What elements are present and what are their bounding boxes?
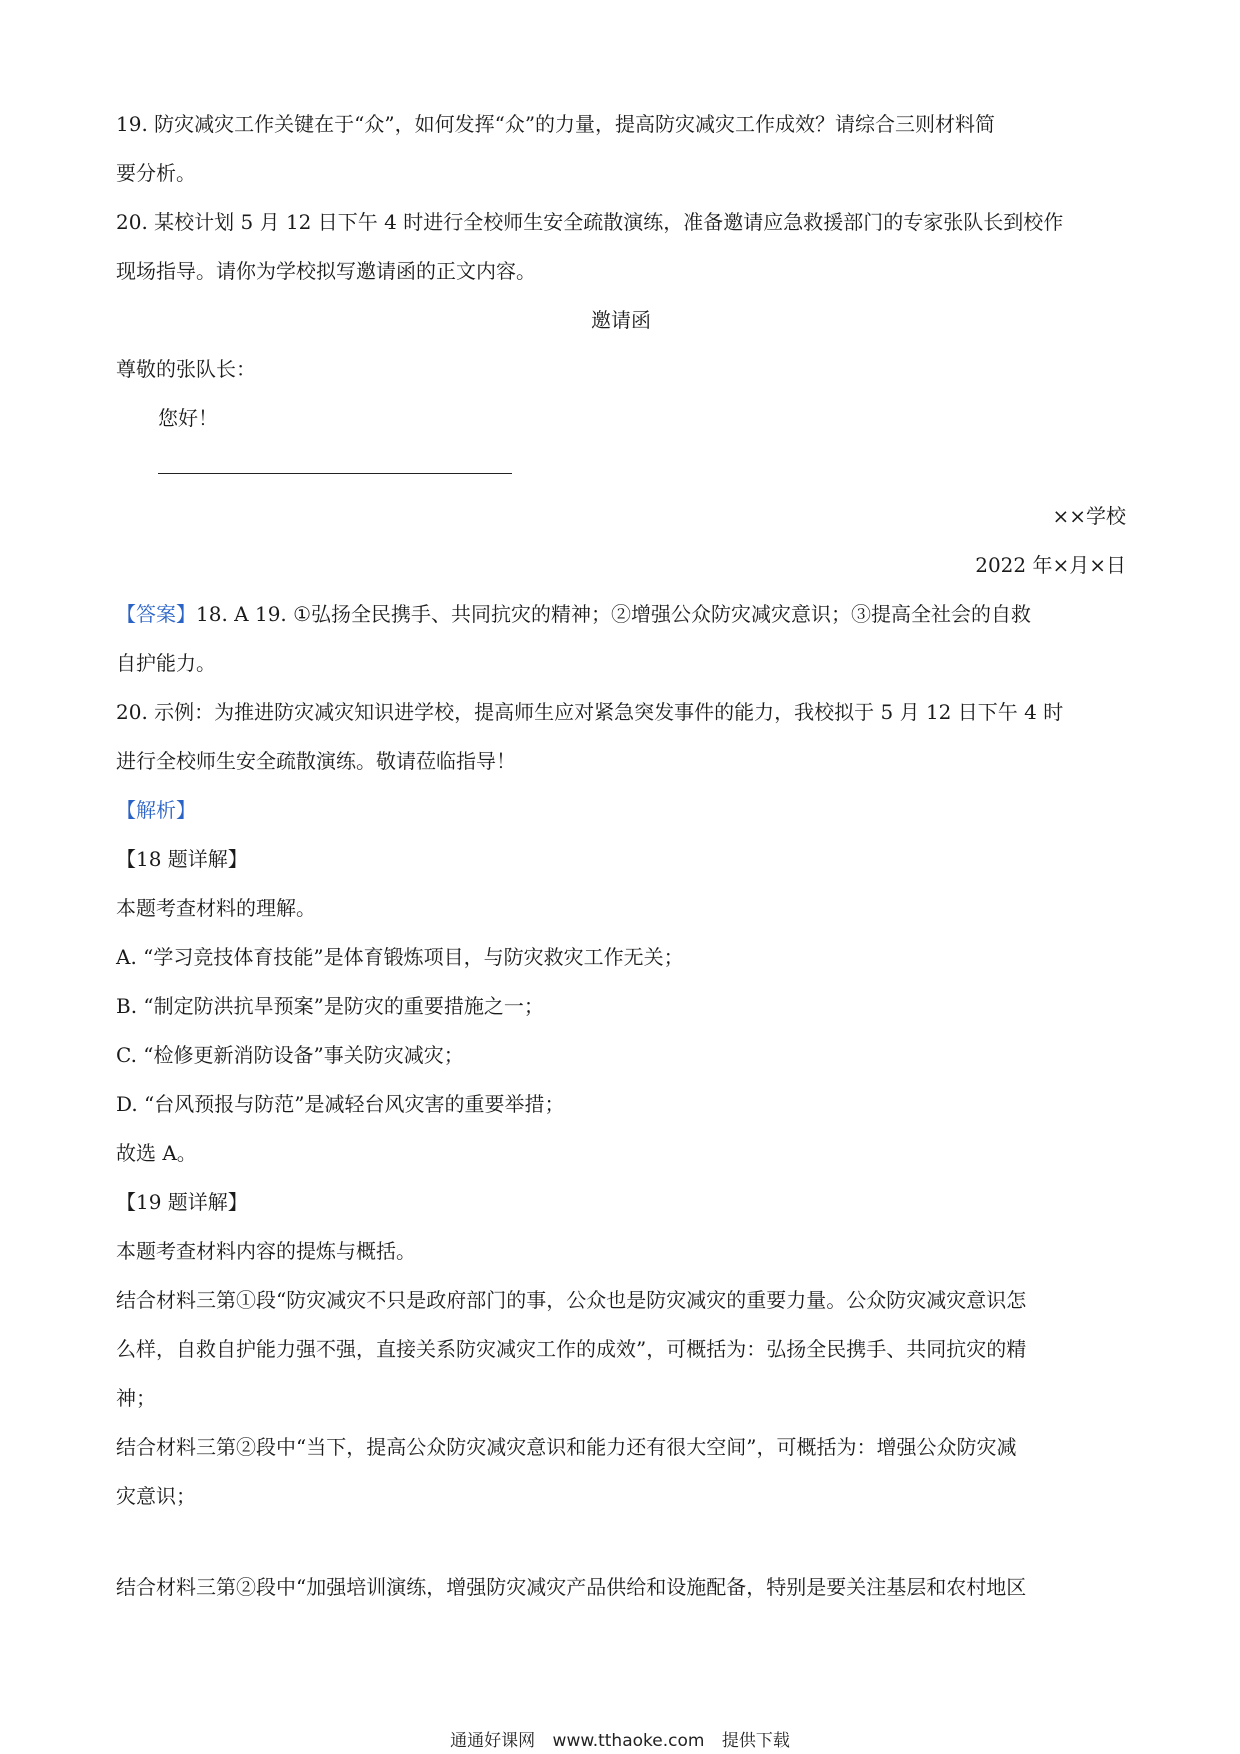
footer-site-name: 通通好课网 — [450, 1731, 536, 1751]
question-19-line-1: 19. 防灾减灾工作关键在于“众”，如何发挥“众”的力量，提高防灾减灾工作成效？请综合三则材料简 — [116, 112, 996, 136]
answer-line-3: 20. 示例：为推进防灾减灾知识进学校，提高师生应对紧急突发事件的能力，我校拟于 5 月 12 日下午 4 时 — [116, 700, 1064, 724]
q18-conclusion: 故选 A。 — [116, 1141, 197, 1165]
answer-line-4: 进行全校师生安全疏散演练。敬请莅临指导！ — [116, 749, 516, 773]
q19-detail-heading: 【19 题详解】 — [116, 1190, 248, 1214]
underline-rule — [158, 473, 512, 474]
document-body — [116, 100, 1126, 1612]
answer-tag: 【答案】 — [116, 602, 196, 626]
question-19-line-2: 要分析。 — [116, 161, 196, 185]
q19-para-1-line-1: 结合材料三第①段“防灾减灾不只是政府部门的事，公众也是防灾减灾的重要力量。公众防灾减灾意识怎 — [116, 1288, 1027, 1312]
q19-para-3-line-1: 结合材料三第②段中“加强培训演练，增强防灾减灾产品供给和设施配备，特别是要关注基层和农村地区 — [116, 1575, 1027, 1599]
answer-line-1 — [116, 590, 1126, 639]
q18-intro: 本题考查材料的理解。 — [116, 896, 316, 920]
q19-intro: 本题考查材料内容的提炼与概括。 — [116, 1239, 416, 1263]
letter-salutation: 尊敬的张队长： — [116, 357, 256, 381]
q19-para-1-line-3: 神； — [116, 1386, 156, 1410]
q18-detail-heading: 【18 题详解】 — [116, 847, 248, 871]
letter-date: 2022 年×月×日 — [975, 553, 1126, 577]
answer-line-2: 自护能力。 — [116, 651, 216, 675]
question-20-line-2: 现场指导。请你为学校拟写邀请函的正文内容。 — [116, 259, 536, 283]
q19-para-1-line-2: 么样，自救自护能力强不强，直接关系防灾减灾工作的成效”，可概括为：弘扬全民携手、共同抗灾的精 — [116, 1337, 1027, 1361]
paragraph-gap — [116, 1521, 1126, 1563]
page-footer — [0, 1726, 1240, 1751]
letter-blank-line — [116, 443, 1126, 492]
answer-text: 18. A 19. ①弘扬全民携手、共同抗灾的精神；②增强公众防灾减灾意识；③提高全社会的自救 — [196, 602, 1032, 626]
q18-option-b: B. “制定防洪抗旱预案”是防灾的重要措施之一； — [116, 994, 544, 1018]
q18-option-a: A. “学习竞技体育技能”是体育锻炼项目，与防灾救灾工作无关； — [116, 945, 684, 969]
q19-para-2-line-2: 灾意识； — [116, 1484, 196, 1508]
letter-greeting: 您好！ — [158, 406, 218, 430]
letter-signature: ××学校 — [1052, 504, 1126, 528]
analysis-tag: 【解析】 — [116, 798, 196, 822]
footer-suffix: 提供下载 — [721, 1731, 790, 1751]
footer-url: www.tthaoke.com — [552, 1731, 705, 1751]
letter-title: 邀请函 — [591, 308, 651, 332]
q18-option-c: C. “检修更新消防设备”事关防灾减灾； — [116, 1043, 464, 1067]
q18-option-d: D. “台风预报与防范”是减轻台风灾害的重要举措； — [116, 1092, 565, 1116]
q19-para-2-line-1: 结合材料三第②段中“当下，提高公众防灾减灾意识和能力还有很大空间”，可概括为：增强公众防灾减 — [116, 1435, 1017, 1459]
question-20-line-1: 20. 某校计划 5 月 12 日下午 4 时进行全校师生安全疏散演练，准备邀请应急救援部门的专家张队长到校作 — [116, 210, 1064, 234]
